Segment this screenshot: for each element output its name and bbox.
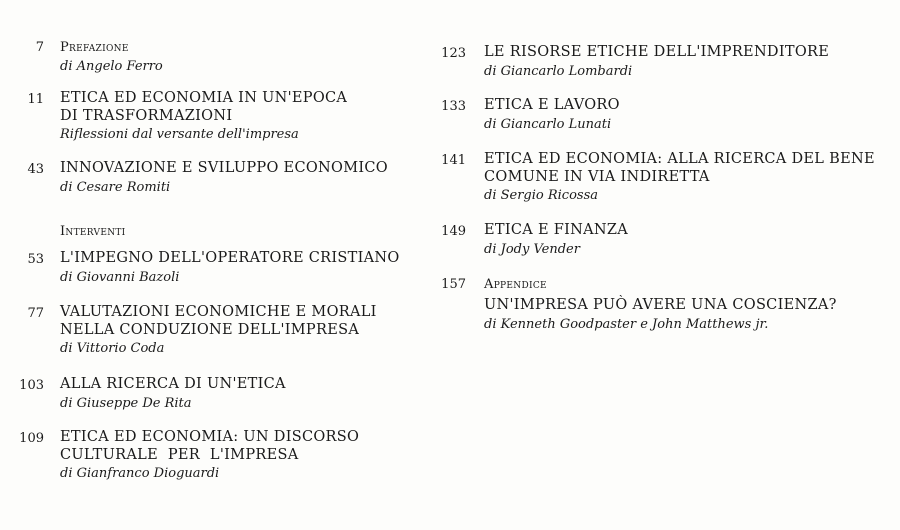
entry-title: VALUTAZIONI ECONOMICHE E MORALI — [60, 304, 377, 320]
entry-title: LE RISORSE ETICHE DELL'IMPRENDITORE — [484, 44, 830, 60]
entry-title: ETICA E FINANZA — [484, 222, 629, 238]
entry-author: di Vittorio Coda — [60, 341, 165, 356]
entry-author: di Giovanni Bazoli — [60, 269, 180, 285]
page-number: 157 — [441, 277, 466, 292]
entry-title: INNOVAZIONE E SVILUPPO ECONOMICO — [60, 160, 388, 176]
entry-author: di Giancarlo Lunati — [484, 116, 612, 132]
entry-title: ETICA E LAVORO — [484, 97, 620, 113]
entry-title: L'IMPEGNO DELL'OPERATORE CRISTIANO — [60, 250, 400, 266]
page-number: 11 — [27, 92, 44, 107]
page-number: 133 — [441, 99, 466, 114]
page-number: 141 — [441, 153, 466, 168]
entry-author: di Cesare Romiti — [60, 179, 171, 195]
entry-title: UN'IMPRESA PUÒ AVERE UNA COSCIENZA? — [484, 297, 837, 313]
page-number: 109 — [19, 431, 44, 446]
page-number: 103 — [19, 378, 44, 393]
entry-author: di Giancarlo Lombardi — [484, 63, 633, 79]
page-number: 77 — [27, 306, 44, 321]
entry-author: di Kenneth Goodpaster e John Matthews jr. — [484, 316, 769, 332]
entry-title: ETICA ED ECONOMIA: UN DISCORSO — [60, 429, 360, 445]
page-number: 123 — [441, 46, 466, 61]
entry-title: ETICA ED ECONOMIA: ALLA RICERCA DEL BENE — [484, 151, 875, 167]
section-heading: Interventi — [60, 224, 126, 239]
entry-author: di Jody Vender — [484, 241, 580, 257]
entry-title: ETICA ED ECONOMIA IN UN'EPOCA — [60, 90, 348, 106]
page-number: 43 — [27, 162, 44, 177]
section-heading: Appendice — [484, 277, 547, 292]
page-number: 149 — [441, 224, 466, 239]
section-heading: Prefazione — [60, 40, 129, 55]
page-number: 7 — [35, 40, 44, 55]
entry-title-line2: CULTURALE PER L'IMPRESA — [60, 446, 299, 463]
entry-title-line2: NELLA CONDUZIONE DELL'IMPRESA — [60, 321, 360, 338]
entry-author: di Gianfranco Dioguardi — [60, 466, 220, 481]
entry-author: di Sergio Ricossa — [484, 188, 599, 203]
entry-title: ALLA RICERCA DI UN'ETICA — [60, 376, 286, 392]
page-number: 53 — [27, 252, 44, 267]
entry-subtitle: Riflessioni dal versante dell'impresa — [60, 127, 299, 142]
entry-author: di Giuseppe De Rita — [60, 395, 192, 411]
entry-author: di Angelo Ferro — [60, 59, 163, 74]
entry-title-line2: COMUNE IN VIA INDIRETTA — [484, 168, 710, 185]
entry-title-line2: DI TRASFORMAZIONI — [60, 107, 233, 124]
